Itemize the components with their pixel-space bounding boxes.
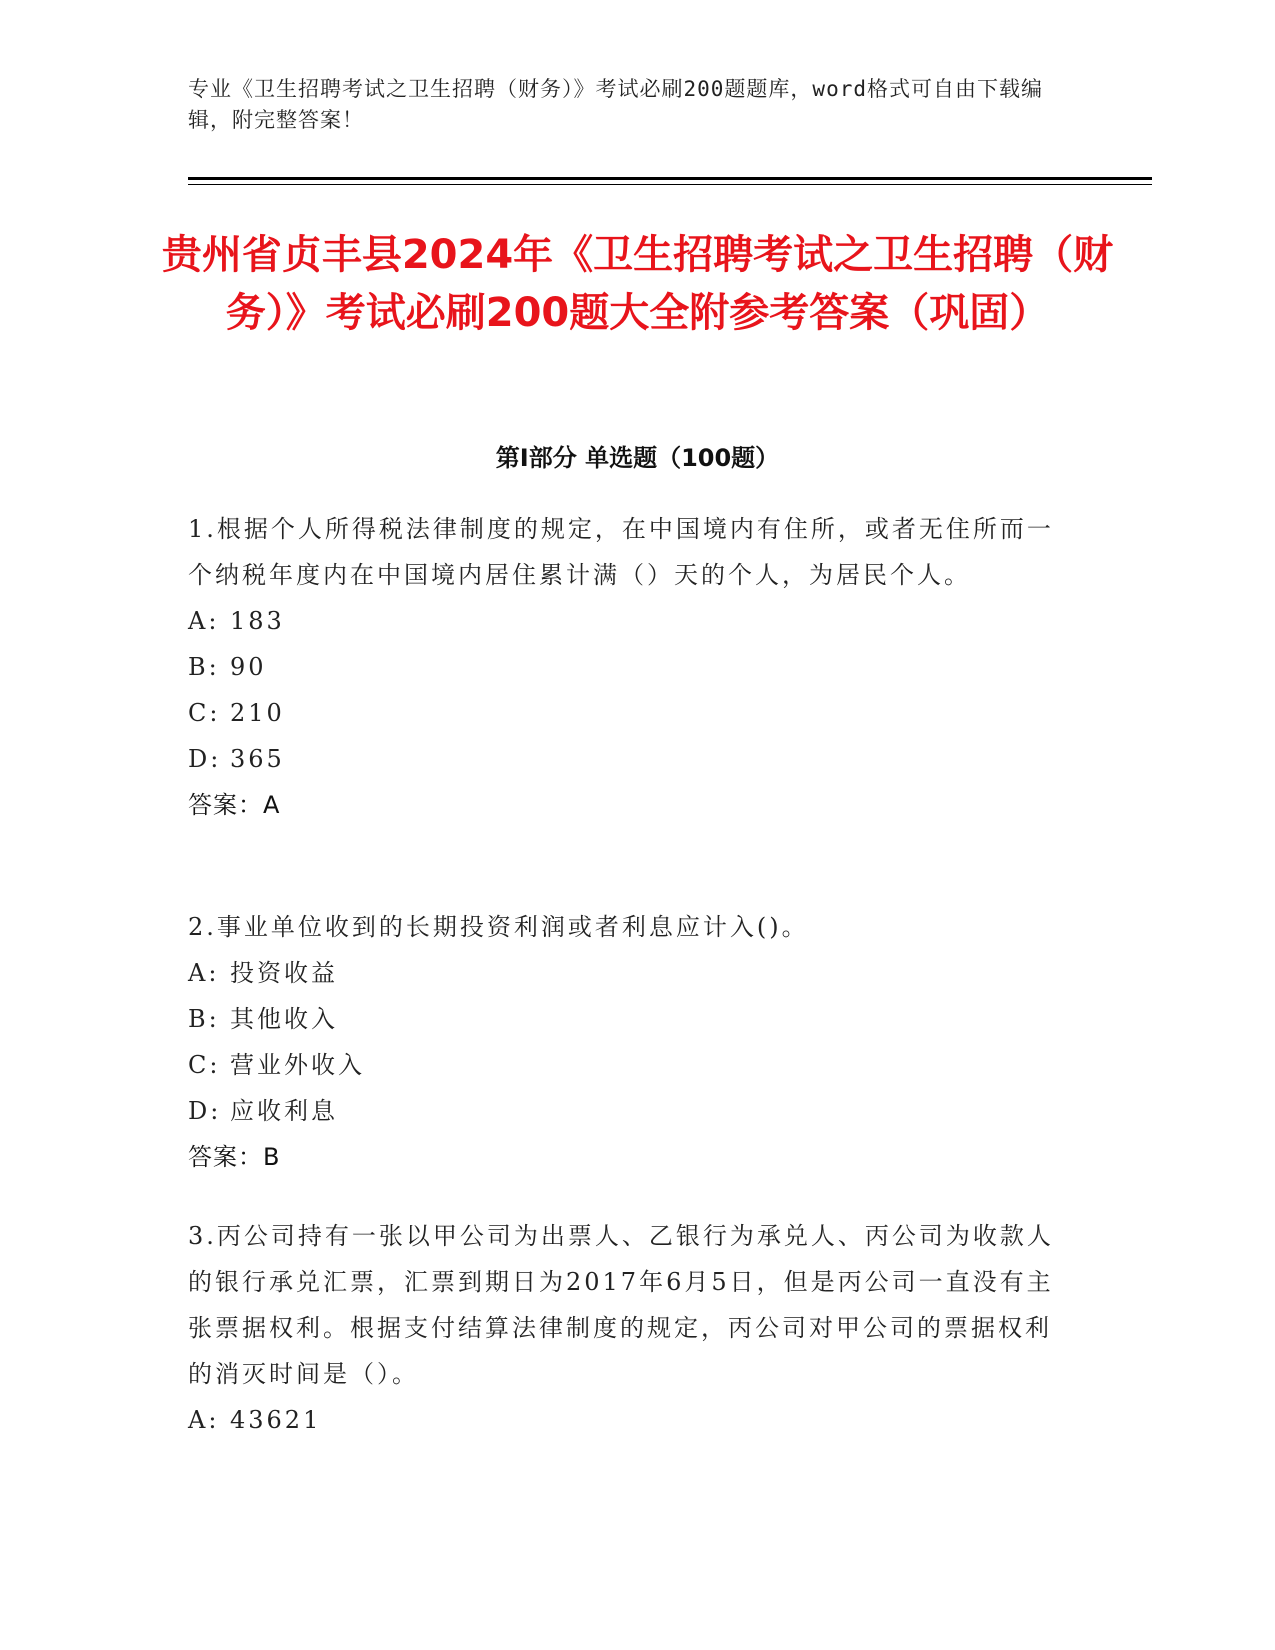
option-text: 183 bbox=[230, 607, 285, 635]
option-c bbox=[188, 1042, 1068, 1088]
option-letter: B: bbox=[188, 1005, 220, 1033]
option-letter: C: bbox=[188, 1051, 221, 1079]
header-rule-thick bbox=[188, 177, 1152, 180]
option-text: 其他收入 bbox=[230, 1005, 338, 1033]
option-text: 43621 bbox=[230, 1406, 322, 1434]
option-text: 210 bbox=[230, 699, 285, 727]
option-d bbox=[188, 1088, 1068, 1134]
option-c bbox=[188, 690, 1068, 736]
question-stem: 3.丙公司持有一张以甲公司为出票人、乙银行为承兑人、丙公司为收款人的银行承兑汇票，汇票到期日为2017年6月5日，但是丙公司一直没有主张票据权利。根据支付结算法律制度的规定，丙公司对甲公司的票据权利的消灭时间是（）。 bbox=[188, 1222, 1054, 1388]
answer: 答案：B bbox=[188, 1143, 281, 1171]
question-3 bbox=[188, 1213, 1068, 1443]
option-a bbox=[188, 1397, 1068, 1443]
option-d bbox=[188, 736, 1068, 782]
option-letter: D: bbox=[188, 745, 222, 773]
header-note: 专业《卫生招聘考试之卫生招聘（财务）》考试必刷200题题库，word格式可自由下载编辑，附完整答案！ bbox=[188, 77, 1043, 132]
answer: 答案：A bbox=[188, 791, 281, 819]
question-2 bbox=[188, 904, 1068, 1180]
option-text: 投资收益 bbox=[230, 959, 338, 987]
option-letter: B: bbox=[188, 653, 220, 681]
document-title: 贵州省贞丰县2024年《卫生招聘考试之卫生招聘（财务）》考试必刷200题大全附参考答案（巩固） bbox=[161, 232, 1114, 336]
option-letter: A: bbox=[188, 959, 220, 987]
option-letter: A: bbox=[188, 607, 220, 635]
option-letter: A: bbox=[188, 1406, 220, 1434]
option-letter: D: bbox=[188, 1097, 222, 1125]
option-text: 应收利息 bbox=[230, 1097, 338, 1125]
option-b bbox=[188, 996, 1068, 1042]
option-a bbox=[188, 950, 1068, 996]
option-text: 90 bbox=[230, 653, 267, 681]
option-letter: C: bbox=[188, 699, 221, 727]
option-b bbox=[188, 644, 1068, 690]
option-a bbox=[188, 598, 1068, 644]
header-rule-thin bbox=[188, 184, 1152, 185]
question-stem: 1.根据个人所得税法律制度的规定，在中国境内有住所，或者无住所而一个纳税年度内在中国境内居住累计满（）天的个人，为居民个人。 bbox=[188, 515, 1054, 589]
question-1 bbox=[188, 506, 1068, 828]
section-title: 第Ⅰ部分 单选题（100题） bbox=[495, 444, 780, 472]
question-stem: 2.事业单位收到的长期投资利润或者利息应计入()。 bbox=[188, 913, 809, 941]
option-text: 365 bbox=[230, 745, 285, 773]
option-text: 营业外收入 bbox=[230, 1051, 365, 1079]
